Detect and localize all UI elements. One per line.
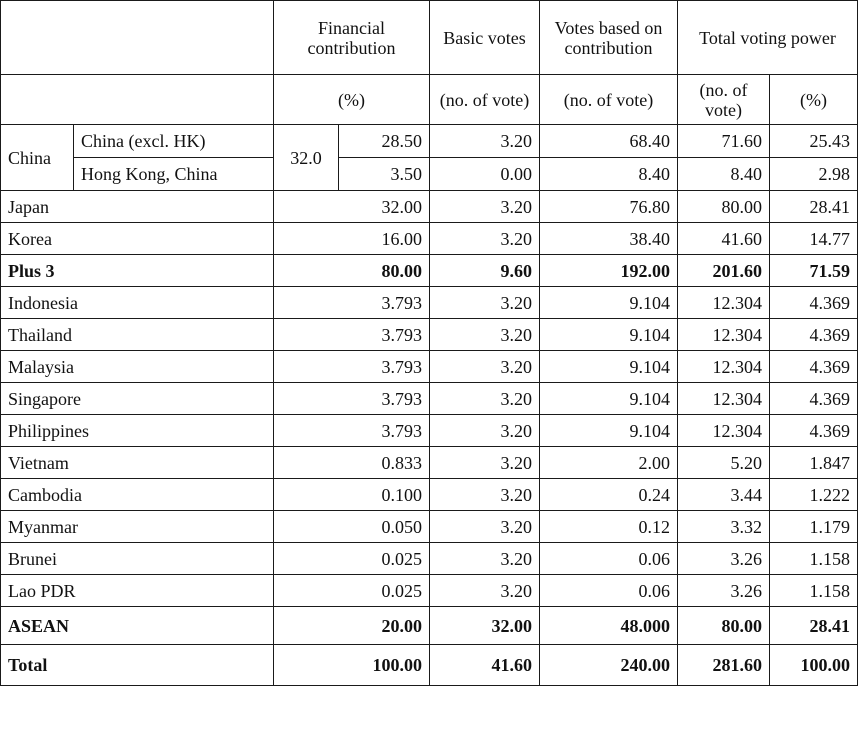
table-row-cambodia (1, 479, 858, 511)
cell-contribution: 3.793 (274, 351, 430, 383)
cell-contribution-votes: 2.00 (540, 447, 678, 479)
row-name: Myanmar (1, 511, 274, 543)
cell-total-votes: 3.32 (678, 511, 770, 543)
cell-total-pct: 4.369 (770, 287, 858, 319)
cell-total-votes: 12.304 (678, 415, 770, 447)
cell-contribution: 3.793 (274, 319, 430, 351)
row-name: Singapore (1, 383, 274, 415)
table-row-brunei (1, 543, 858, 575)
cell-total-pct: 2.98 (770, 158, 858, 191)
table-row-total (1, 645, 858, 686)
cell-basic-votes: 0.00 (430, 158, 540, 191)
table-row-lao-pdr (1, 575, 858, 607)
cell-contribution: 0.100 (274, 479, 430, 511)
cell-contribution: 16.00 (274, 223, 430, 255)
cell-contribution-votes: 9.104 (540, 351, 678, 383)
header-blank-cell (1, 1, 274, 75)
row-name: Korea (1, 223, 274, 255)
cell-total-pct: 28.41 (770, 607, 858, 645)
cell-contribution: 28.50 (339, 125, 430, 158)
table-row-singapore (1, 383, 858, 415)
cell-total-votes: 8.40 (678, 158, 770, 191)
cell-basic-votes: 32.00 (430, 607, 540, 645)
cell-total-pct: 25.43 (770, 125, 858, 158)
cell-total-pct: 28.41 (770, 191, 858, 223)
cell-contribution-votes: 9.104 (540, 383, 678, 415)
unit-total-pct: (%) (770, 75, 858, 125)
cell-contribution: 20.00 (274, 607, 430, 645)
cell-contribution: 32.00 (274, 191, 430, 223)
cell-contribution-votes: 76.80 (540, 191, 678, 223)
cell-contribution: 3.793 (274, 415, 430, 447)
cell-total-pct: 4.369 (770, 415, 858, 447)
cell-contribution: 0.025 (274, 543, 430, 575)
cell-total-pct: 1.222 (770, 479, 858, 511)
cell-total-votes: 80.00 (678, 607, 770, 645)
cell-contribution-votes: 0.06 (540, 543, 678, 575)
cell-basic-votes: 3.20 (430, 543, 540, 575)
cell-contribution: 3.793 (274, 383, 430, 415)
cell-total-votes: 281.60 (678, 645, 770, 686)
cell-total-pct: 1.158 (770, 575, 858, 607)
header-votes-based-on-contribution: Votes based on contribution (540, 1, 678, 75)
row-name: Vietnam (1, 447, 274, 479)
cell-contribution-votes: 192.00 (540, 255, 678, 287)
cell-total-votes: 12.304 (678, 319, 770, 351)
row-name: Lao PDR (1, 575, 274, 607)
cell-contribution-votes: 8.40 (540, 158, 678, 191)
cell-basic-votes: 3.20 (430, 319, 540, 351)
header-row-units (1, 75, 858, 125)
cell-total-pct: 4.369 (770, 351, 858, 383)
cell-contribution-votes: 240.00 (540, 645, 678, 686)
cell-contribution: 0.833 (274, 447, 430, 479)
cell-basic-votes: 9.60 (430, 255, 540, 287)
cell-total-pct: 100.00 (770, 645, 858, 686)
table-row-asean (1, 607, 858, 645)
table-row-philippines (1, 415, 858, 447)
cell-total-votes: 3.44 (678, 479, 770, 511)
cell-contribution-votes: 0.12 (540, 511, 678, 543)
row-name: Total (1, 645, 274, 686)
table-row-indonesia (1, 287, 858, 319)
cell-basic-votes: 3.20 (430, 287, 540, 319)
cell-basic-votes: 3.20 (430, 125, 540, 158)
cell-total-votes: 41.60 (678, 223, 770, 255)
cell-contribution-votes: 48.000 (540, 607, 678, 645)
cell-basic-votes: 3.20 (430, 447, 540, 479)
cell-total-votes: 12.304 (678, 287, 770, 319)
cell-total-pct: 1.179 (770, 511, 858, 543)
cell-total-pct: 71.59 (770, 255, 858, 287)
row-name: Thailand (1, 319, 274, 351)
cell-contribution: 3.793 (274, 287, 430, 319)
row-name: Plus 3 (1, 255, 274, 287)
table-row-thailand (1, 319, 858, 351)
cell-basic-votes: 3.20 (430, 575, 540, 607)
cell-contribution: 0.025 (274, 575, 430, 607)
cell-total-votes: 5.20 (678, 447, 770, 479)
header-row-titles (1, 1, 858, 75)
unit-financial-pct: (%) (274, 75, 430, 125)
cell-basic-votes: 3.20 (430, 223, 540, 255)
row-name: ASEAN (1, 607, 274, 645)
table-row-korea (1, 223, 858, 255)
cell-contribution: 0.050 (274, 511, 430, 543)
table-row-vietnam (1, 447, 858, 479)
row-name: Brunei (1, 543, 274, 575)
table-row-japan (1, 191, 858, 223)
china-group-label: China (1, 125, 74, 191)
cell-contribution: 3.50 (339, 158, 430, 191)
cell-total-votes: 12.304 (678, 383, 770, 415)
cell-contribution-votes: 0.24 (540, 479, 678, 511)
row-name: Hong Kong, China (74, 158, 274, 191)
header-financial-contribution: Financial contribution (274, 1, 430, 75)
row-name: Japan (1, 191, 274, 223)
unit-blank-cell (1, 75, 274, 125)
cell-total-votes: 201.60 (678, 255, 770, 287)
cell-contribution-votes: 68.40 (540, 125, 678, 158)
cell-contribution-votes: 9.104 (540, 287, 678, 319)
cell-contribution-votes: 38.40 (540, 223, 678, 255)
cell-total-votes: 80.00 (678, 191, 770, 223)
unit-basic-votes: (no. of vote) (430, 75, 540, 125)
cell-contribution: 80.00 (274, 255, 430, 287)
unit-contribution-votes: (no. of vote) (540, 75, 678, 125)
cell-contribution-votes: 9.104 (540, 415, 678, 447)
cell-basic-votes: 3.20 (430, 191, 540, 223)
cell-contribution-votes: 0.06 (540, 575, 678, 607)
cell-total-votes: 12.304 (678, 351, 770, 383)
cell-total-votes: 3.26 (678, 575, 770, 607)
cell-total-pct: 1.158 (770, 543, 858, 575)
header-total-voting-power: Total voting power (678, 1, 858, 75)
row-name: Malaysia (1, 351, 274, 383)
cell-contribution: 100.00 (274, 645, 430, 686)
cell-basic-votes: 3.20 (430, 351, 540, 383)
unit-total-votes: (no. of vote) (678, 75, 770, 125)
cell-total-pct: 4.369 (770, 383, 858, 415)
cell-total-votes: 3.26 (678, 543, 770, 575)
row-name: Indonesia (1, 287, 274, 319)
row-name: Cambodia (1, 479, 274, 511)
cell-basic-votes: 3.20 (430, 511, 540, 543)
row-name: China (excl. HK) (74, 125, 274, 158)
table-row-myanmar (1, 511, 858, 543)
table-row-hong-kong (1, 158, 858, 191)
row-name: Philippines (1, 415, 274, 447)
cell-basic-votes: 3.20 (430, 383, 540, 415)
cell-basic-votes: 3.20 (430, 415, 540, 447)
header-basic-votes: Basic votes (430, 1, 540, 75)
china-group-contribution: 32.0 (274, 125, 339, 191)
table-row-china-excl-hk (1, 125, 858, 158)
cell-basic-votes: 3.20 (430, 479, 540, 511)
table-row-malaysia (1, 351, 858, 383)
cell-basic-votes: 41.60 (430, 645, 540, 686)
cell-total-votes: 71.60 (678, 125, 770, 158)
table-row-plus-3 (1, 255, 858, 287)
cell-total-pct: 4.369 (770, 319, 858, 351)
cell-total-pct: 1.847 (770, 447, 858, 479)
cell-total-pct: 14.77 (770, 223, 858, 255)
cell-contribution-votes: 9.104 (540, 319, 678, 351)
